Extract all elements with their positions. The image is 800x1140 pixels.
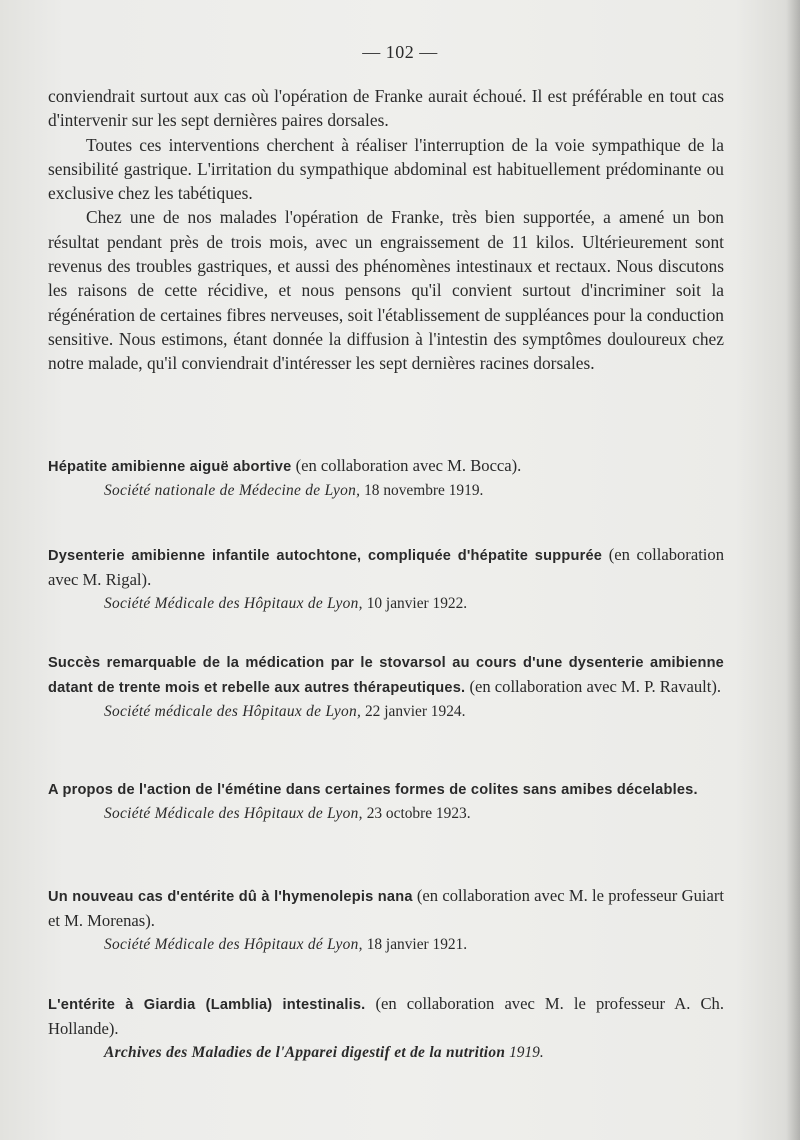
entry-title: Succès remarquable de la médication par le stovarsol au cours d'une dysenterie amibienne datant de trente mois et rebelle aux autres thérapeutiques. <box>48 655 724 696</box>
entry-heading <box>48 884 724 933</box>
entry-reference <box>104 802 724 826</box>
entry-date: 10 janvier 1922. <box>366 595 468 612</box>
entry-source: Société Médicale des Hôpitaux de Lyon, <box>104 595 363 612</box>
entry-collaboration: (en collaboration avec M. le professeur Guiart et M. Morenas). <box>48 886 724 930</box>
entry-heading <box>48 650 724 700</box>
bibliography-entry <box>48 777 724 826</box>
entry-date: 22 janvier 1924. <box>364 703 466 720</box>
entry-title: L'entérite à Giardia (Lamblia) intestinalis. <box>48 997 366 1013</box>
intro-paragraph: Chez une de nos malades l'opération de Franke, très bien supportée, a amené un bon résultat pendant près de trois mois, avec un engraissement de 11 kilos. Ultérieurement sont revenus des troubles gastriques, et aussi des phénomènes intestinaux et rectaux. Nous discutons les raisons de cette récidive, et nous pensons qu'il convient surtout d'incriminer soit la régénération de certaines fibres nerveuses, soit l'établissement de suppléances pour la conduction sensitive. Nous estimons, étant donnée la diffusion à l'intestin des symptômes douloureux chez notre malade, qu'il conviendrait d'intéresser les sept dernières racines dorsales. <box>48 207 724 374</box>
bibliography-entry <box>48 454 724 503</box>
entry-title: Hépatite amibienne aiguë abortive <box>48 459 292 475</box>
entry-collaboration: (en collaboration avec M. le professeur A. Ch. Hollande). <box>48 994 724 1038</box>
entry-heading <box>48 777 724 802</box>
entry-heading <box>48 992 724 1041</box>
entry-reference <box>104 1041 724 1065</box>
entry-reference <box>104 592 724 616</box>
page-edge-shadow <box>786 0 800 1140</box>
bibliography-entry <box>48 884 724 957</box>
bibliography-entry <box>48 992 724 1065</box>
entry-source: Société Médicale des Hôpitaux de Lyon, <box>104 805 363 822</box>
page-number: — 102 — <box>362 42 438 62</box>
entry-heading <box>48 454 724 479</box>
intro-text <box>48 84 724 376</box>
entry-source: Archives des Maladies de l'Apparei digestif et de la nutrition <box>104 1044 506 1061</box>
entry-source: Société médicale des Hôpitaux de Lyon, <box>104 703 362 720</box>
entry-title: Dysenterie amibienne infantile autochtone, compliquée d'hépatite suppurée <box>48 548 603 564</box>
intro-paragraph: Toutes ces interventions cherchent à réaliser l'interruption de la voie sympathique de la sensibilité gastrique. L'irritation du sympathique abdominal est habituellement prédominante ou exclusive chez les tabétiques. <box>48 134 724 204</box>
entry-date: 18 janvier 1921. <box>366 936 468 953</box>
entry-heading <box>48 543 724 592</box>
entry-date: 1919. <box>509 1044 544 1061</box>
entry-collaboration: (en collaboration avec M. Rigal). <box>48 545 725 589</box>
entry-reference <box>104 933 724 957</box>
entry-source: Société Médicale des Hôpitaux dé Lyon, <box>104 936 363 953</box>
intro-paragraph: conviendrait surtout aux cas où l'opération de Franke aurait échoué. Il est préférable en tout cas d'intervenir sur les sept dernières paires dorsales. <box>48 86 724 131</box>
entry-collaboration: (en collaboration avec M. P. Ravault). <box>469 677 722 696</box>
entry-reference <box>104 479 724 503</box>
bibliography-entry <box>48 650 724 724</box>
entry-date: 18 novembre 1919. <box>364 482 484 499</box>
entry-title: A propos de l'action de l'émétine dans certaines formes de colites sans amibes décelables. <box>48 782 698 798</box>
entry-title: Un nouveau cas d'entérite dû à l'hymenolepis nana <box>48 889 413 905</box>
entry-source: Société nationale de Médecine de Lyon, <box>104 482 361 499</box>
entry-reference <box>104 700 724 724</box>
bibliography-entry <box>48 543 724 616</box>
entry-date: 23 octobre 1923. <box>366 805 471 822</box>
entry-collaboration: (en collaboration avec M. Bocca). <box>295 456 522 475</box>
